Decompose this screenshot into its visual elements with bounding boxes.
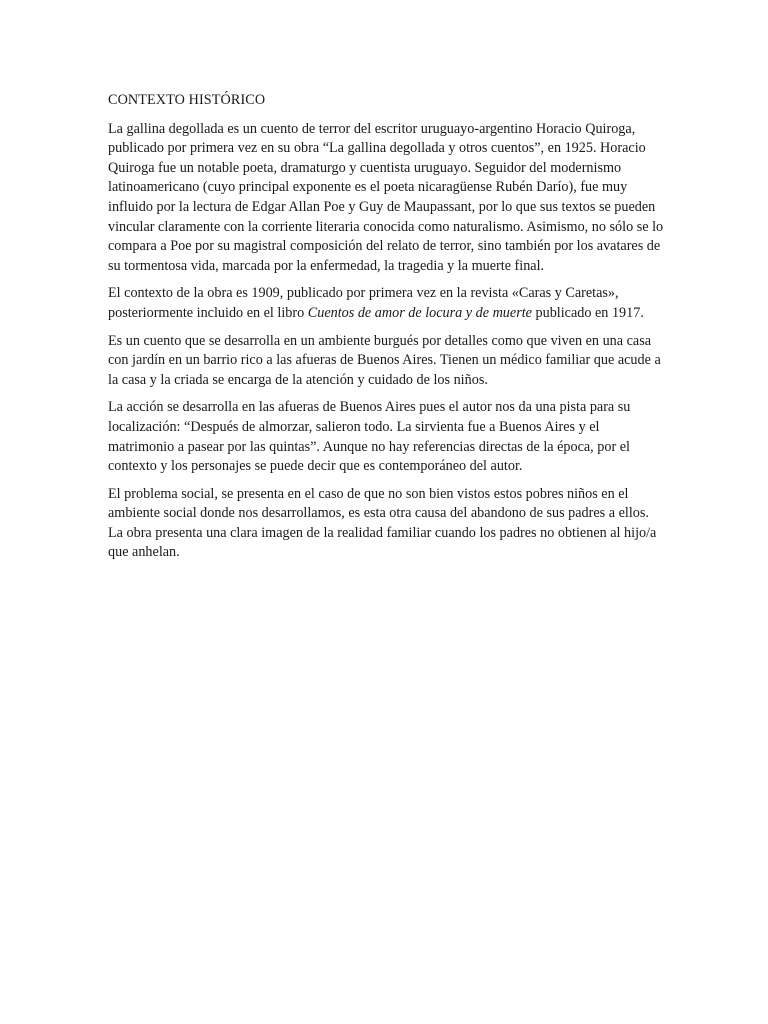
paragraph-text-before: El contexto de la obra es 1909, publicado por primera vez en la revista «Caras y Caretas», posteriormente incluido en el libro	[108, 285, 619, 321]
book-title: Cuentos de amor de locura y de muerte	[307, 304, 532, 321]
paragraph-publication-context	[108, 284, 664, 323]
paragraph-setting: Es un cuento que se desarrolla en un ambiente burgués por detalles como que viven en una casa con jardín en un barrio rico a las afueras de Buenos Aires. Tienen un médico familiar que acude a la casa y la criada se encarga de la atención y cuidado de los niños.	[108, 332, 661, 388]
paragraph-text-after: publicado en 1917.	[531, 304, 644, 321]
section-heading: CONTEXTO HISTÓRICO	[108, 92, 266, 108]
paragraph-location: La acción se desarrolla en las afueras de Buenos Aires pues el autor nos da una pista para su localización: “Después de almorzar, salieron todo. La sirvienta fue a Buenos Aires y el matrimonio a pasear por las quintas”. Aunque no hay referencias directas de la época, por el contexto y los personajes se puede decir que es contemporáneo del autor.	[108, 399, 631, 475]
paragraph-intro: La gallina degollada es un cuento de terror del escritor uruguayo-argentino Horacio Quiroga, publicado por primera vez en su obra “La gallina degollada y otros cuentos”, en 1925. Horacio Quiroga fue un notable poeta, dramaturgo y cuentista uruguayo. Seguidor del modernismo latinoamericano (cuyo principal exponente es el poeta nicaragüense Rubén Darío), fue muy influido por la lectura de Edgar Allan Poe y Guy de Maupassant, por lo que sus textos se pueden vincular claramente con la corriente literaria conocida como naturalismo. Asimismo, no sólo se lo compara a Poe por su magistral composición del relato de terror, sino también por los avatares de su tormentosa vida, marcada por la enfermedad, la tragedia y la muerte final.	[108, 120, 664, 274]
document-page	[108, 91, 664, 571]
paragraph-social-problem: El problema social, se presenta en el caso de que no son bien vistos estos pobres niños en el ambiente social donde nos desarrollamos, es esta otra causa del abandono de sus padres a ellos. La obra presenta una clara imagen de la realidad familiar cuando los padres no obtienen al hijo/a que anhelan.	[108, 485, 657, 561]
